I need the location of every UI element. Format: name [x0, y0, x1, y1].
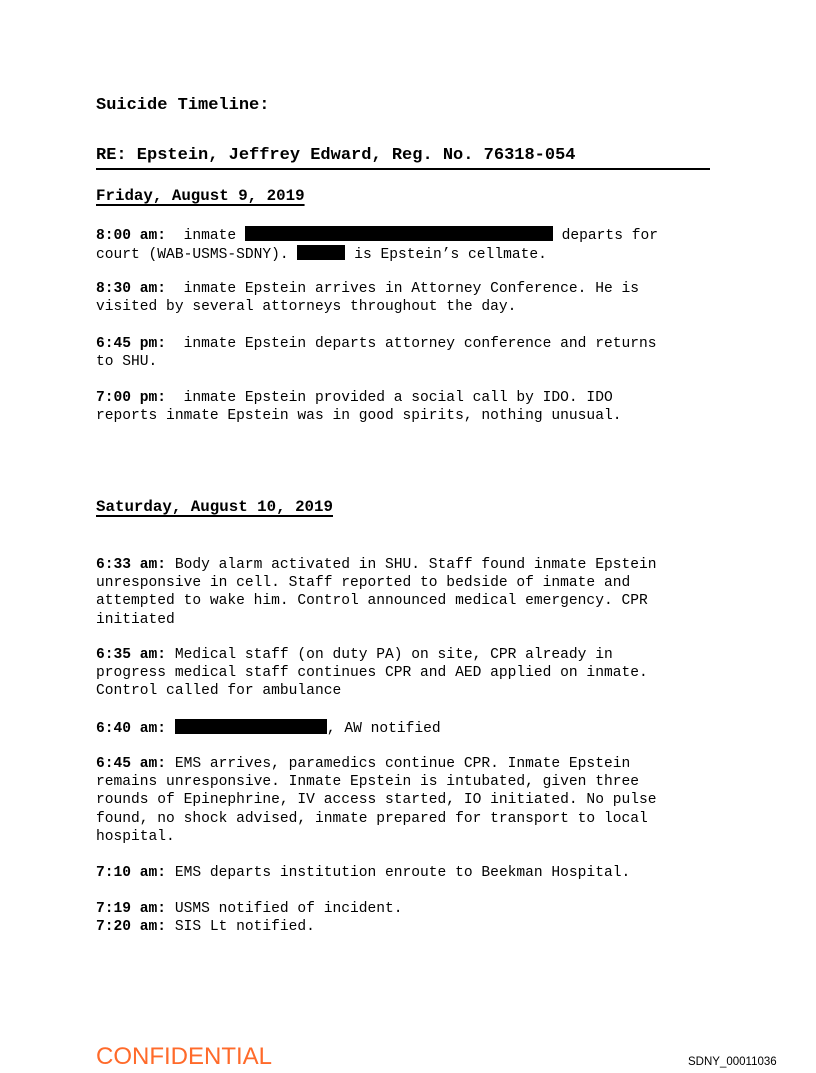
entry-text: inmate [166, 228, 245, 244]
entry-time: 6:40 am: [96, 721, 167, 737]
entry-text: EMS arrives, paramedics continue CPR. Inmate Epstein remains unresponsive. Inmate Epstein is intubated, given three rounds of Epinephrine, IV access started, IO initiated. No pulse found, no shock advised, inmate prepared for transport to local hospital. [96, 756, 657, 845]
entry-text: is Epstein’s cellmate. [345, 247, 547, 264]
entry-time: 8:30 am: [96, 281, 167, 297]
entry-text: Body alarm activated in SHU. Staff found inmate Epstein unresponsive in cell. Staff reported to bedside of inmate and attempted to wake him. Control announced medical emergency. CPR initiated [96, 557, 657, 628]
entry-time: 7:20 am: [96, 919, 167, 935]
entry-text: SIS Lt notified. [166, 919, 315, 935]
entry-time: 6:33 am: [96, 557, 167, 573]
entry-text: EMS departs institution enroute to Beekman Hospital. [166, 865, 631, 881]
timeline-entry [96, 918, 736, 936]
entry-time: 7:10 am: [96, 865, 167, 881]
redaction-box [175, 719, 327, 734]
entry-time: 6:45 pm: [96, 336, 167, 352]
redaction-box [297, 245, 345, 260]
entry-time: 6:45 am: [96, 756, 167, 772]
timeline-entry [96, 226, 736, 264]
bates-number: SDNY_00011036 [688, 1056, 777, 1068]
entry-text: inmate Epstein provided a social call by IDO. IDO reports inmate Epstein was in good spirits, nothing unusual. [96, 390, 622, 425]
entry-text: Medical staff (on duty PA) on site, CPR already in progress medical staff continues CPR and AED applied on inmate. Control called for ambulance [96, 647, 648, 700]
entry-text: inmate Epstein departs attorney conference and returns to SHU. [96, 336, 657, 371]
confidential-stamp: CONFIDENTIAL [96, 1043, 273, 1070]
entry-text: , AW notified [326, 721, 441, 737]
entry-text: inmate Epstein arrives in Attorney Conference. He is visited by several attorneys throughout the day. [96, 281, 639, 316]
timeline-entry [96, 389, 736, 425]
timeline-entry [96, 719, 736, 738]
timeline-entry [96, 755, 736, 846]
entry-time: 7:19 am: [96, 901, 167, 917]
entry-time: 7:00 pm: [96, 390, 167, 406]
timeline-entry [96, 864, 736, 882]
entry-time: 8:00 am: [96, 228, 167, 244]
day-heading-saturday: Saturday, August 10, 2019 [96, 498, 333, 516]
document-title: Suicide Timeline: [96, 96, 270, 115]
re-line: RE: Epstein, Jeffrey Edward, Reg. No. 76318-054 [96, 146, 576, 165]
timeline-entry [96, 900, 736, 918]
re-line-underline [96, 168, 710, 170]
entry-text: USMS notified of incident. [166, 901, 403, 917]
timeline-entry [96, 556, 736, 629]
timeline-entry [96, 280, 736, 316]
entry-text [166, 721, 175, 737]
timeline-entry [96, 335, 736, 371]
day-heading-friday: Friday, August 9, 2019 [96, 187, 305, 205]
entry-text: departs for court (WAB-USMS-SDNY). [96, 228, 658, 264]
entry-time: 6:35 am: [96, 647, 167, 663]
redaction-box [245, 226, 553, 241]
timeline-entry [96, 646, 736, 701]
